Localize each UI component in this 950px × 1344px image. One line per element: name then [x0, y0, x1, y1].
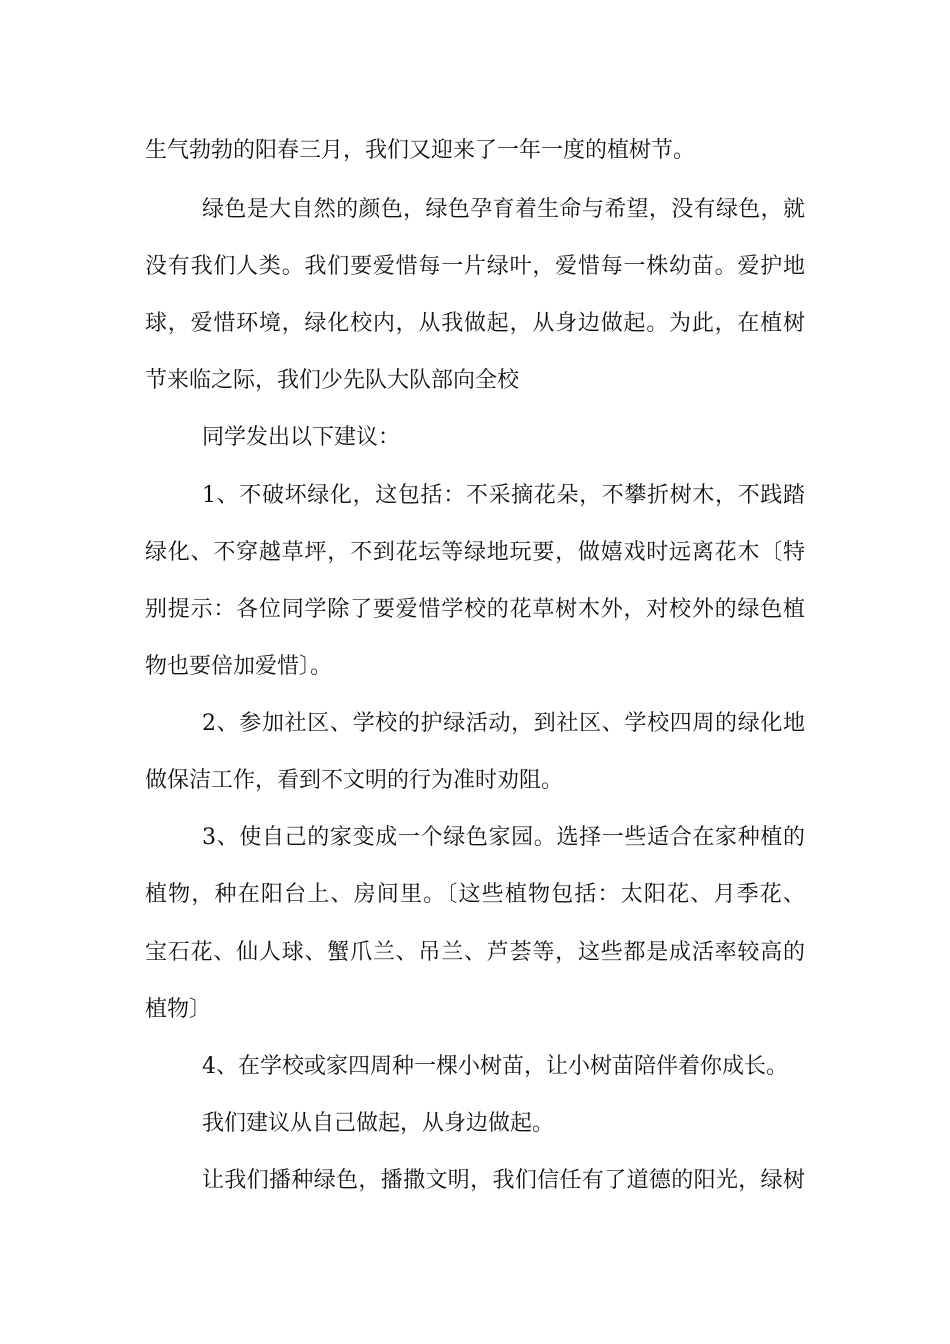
text-line-15: 宝石花、仙人球、蟹爪兰、吊兰、芦荟等，这些都是成活率较高的 [145, 940, 805, 965]
text-line-1: 生气勃勃的阳春三月，我们又迎来了一年一度的植树节。 [145, 138, 696, 163]
text-line-11: 2、参加社区、学校的护绿活动，到社区、学校四周的绿化地 [202, 711, 805, 736]
text-line-17: 4、在学校或家四周种一棵小树苗，让小树苗陪伴着你成长。 [202, 1054, 788, 1079]
text-line-13: 3、使自己的家变成一个绿色家园。选择一些适合在家种植的 [202, 825, 805, 850]
text-line-9: 别提示：各位同学除了要爱惜学校的花草树木外，对校外的绿色植 [145, 597, 805, 622]
text-line-5: 节来临之际，我们少先队大队部向全校 [145, 368, 520, 393]
text-line-4: 球，爱惜环境，绿化校内，从我做起，从身边做起。为此，在植树 [145, 311, 805, 336]
text-line-3: 没有我们人类。我们要爱惜每一片绿叶，爱惜每一株幼苗。爱护地 [145, 254, 805, 279]
text-line-12: 做保洁工作，看到不文明的行为准时劝阻。 [145, 768, 564, 793]
text-line-18: 我们建议从自己做起，从身边做起。 [202, 1111, 555, 1136]
text-line-6: 同学发出以下建议： [202, 425, 401, 450]
text-line-19: 让我们播种绿色，播撒文明，我们信任有了道德的阳光，绿树 [202, 1168, 805, 1193]
text-line-10: 物也要倍加爱惜〕。 [145, 654, 333, 679]
text-line-14: 植物，种在阳台上、房间里。〔这些植物包括：太阳花、月季花、 [145, 882, 805, 907]
text-line-16: 植物〕 [145, 997, 212, 1022]
text-line-7: 1、不破坏绿化，这包括：不采摘花朵，不攀折树木，不践踏 [202, 483, 805, 508]
text-line-2: 绿色是大自然的颜色，绿色孕育着生命与希望，没有绿色，就 [202, 197, 805, 222]
text-line-8: 绿化、不穿越草坪，不到花坛等绿地玩要，做嬉戏时远离花木〔特 [145, 540, 805, 565]
